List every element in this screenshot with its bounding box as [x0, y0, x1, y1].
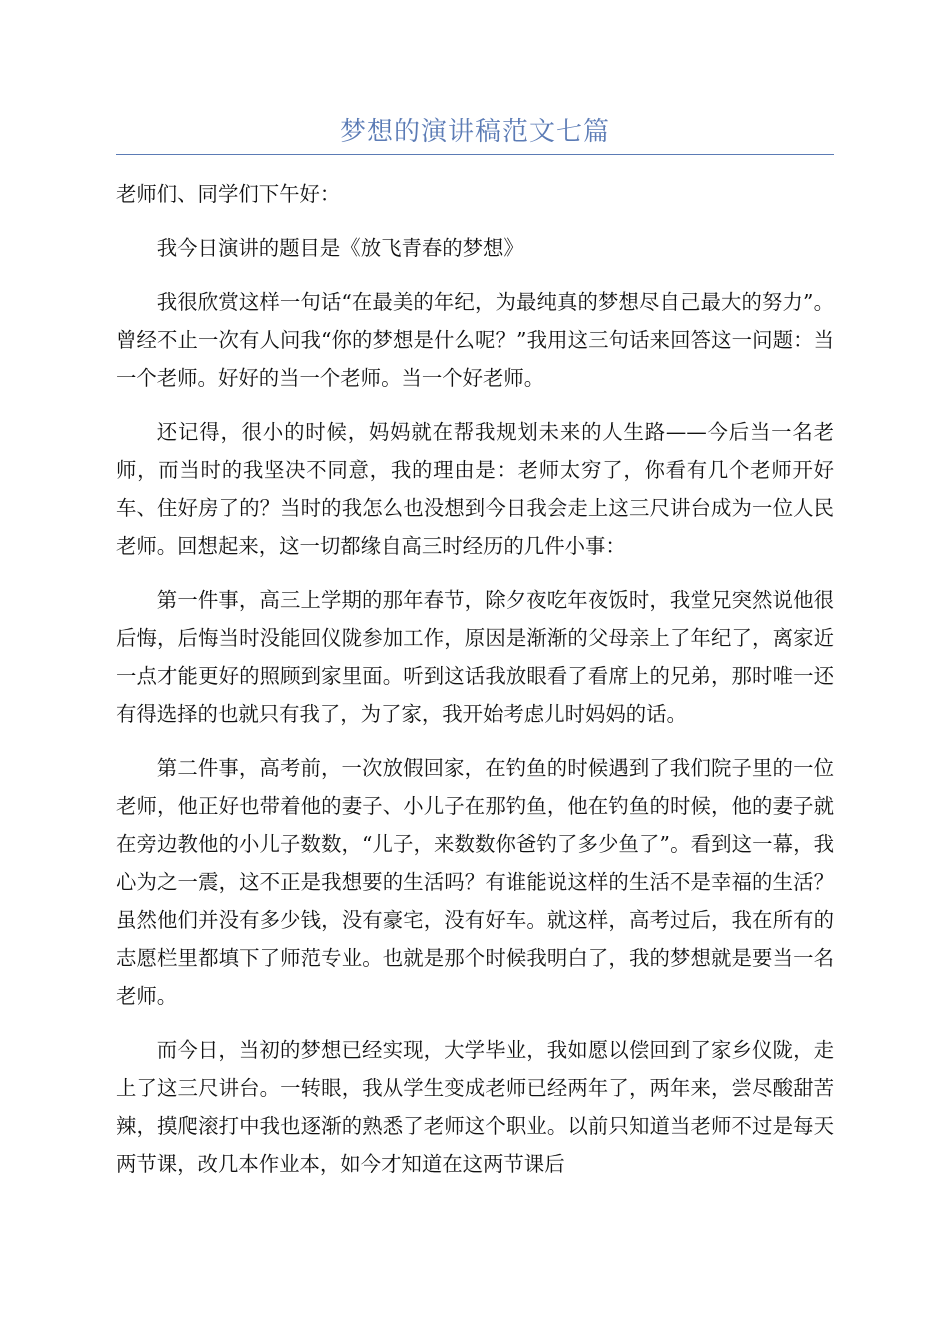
- body-paragraph: 而今日，当初的梦想已经实现，大学毕业，我如愿以偿回到了家乡仪陇，走上了这三尺讲台。一转眼，我从学生变成老师已经两年了，两年来，尝尽酸甜苦辣，摸爬滚打中我也逐渐的熟悉了老师这个职业。以前只知道当老师不过是每天两节课，改几本作业本，如今才知道在这两节课后: [116, 1038, 834, 1176]
- body-paragraph: 我很欣赏这样一句话“在最美的年纪，为最纯真的梦想尽自己最大的努力”。曾经不止一次有人问我“你的梦想是什么呢？”我用这三句话来回答这一问题：当一个老师。好好的当一个老师。当一个好老师。: [116, 290, 834, 390]
- title-underline: [116, 154, 834, 155]
- body-paragraph: 第一件事，高三上学期的那年春节，除夕夜吃年夜饭时，我堂兄突然说他很后悔，后悔当时没能回仪陇参加工作，原因是渐渐的父母亲上了年纪了，离家近一点才能更好的照顾到家里面。听到这话我放眼看了看席上的兄弟，那时唯一还有得选择的也就只有我了，为了家，我开始考虑儿时妈妈的话。: [116, 588, 834, 726]
- document-body: [116, 175, 834, 1199]
- body-paragraph: 第二件事，高考前，一次放假回家，在钓鱼的时候遇到了我们院子里的一位老师，他正好也带着他的妻子、小儿子在那钓鱼，他在钓鱼的时候，他的妻子就在旁边教他的小儿子数数，“儿子，来数数你爸钓了多少鱼了”。看到这一幕，我心为之一震，这不正是我想要的生活吗？有谁能说这样的生活不是幸福的生活？虽然他们并没有多少钱，没有豪宅，没有好车。就这样，高考过后，我在所有的志愿栏里都填下了师范专业。也就是那个时候我明白了，我的梦想就是要当一名老师。: [116, 756, 834, 1008]
- greeting-paragraph: 老师们、同学们下午好：: [116, 182, 341, 206]
- body-paragraph: 还记得，很小的时候，妈妈就在帮我规划未来的人生路——今后当一名老师，而当时的我坚决不同意，我的理由是：老师太穷了，你看有几个老师开好车、住好房了的？当时的我怎么也没想到今日我会走上这三尺讲台成为一位人民老师。回想起来，这一切都缘自高三时经历的几件小事：: [116, 420, 834, 558]
- topic-paragraph: 我今日演讲的题目是《放飞青春的梦想》: [156, 236, 524, 260]
- document-title: 梦想的演讲稿范文七篇: [339, 117, 610, 147]
